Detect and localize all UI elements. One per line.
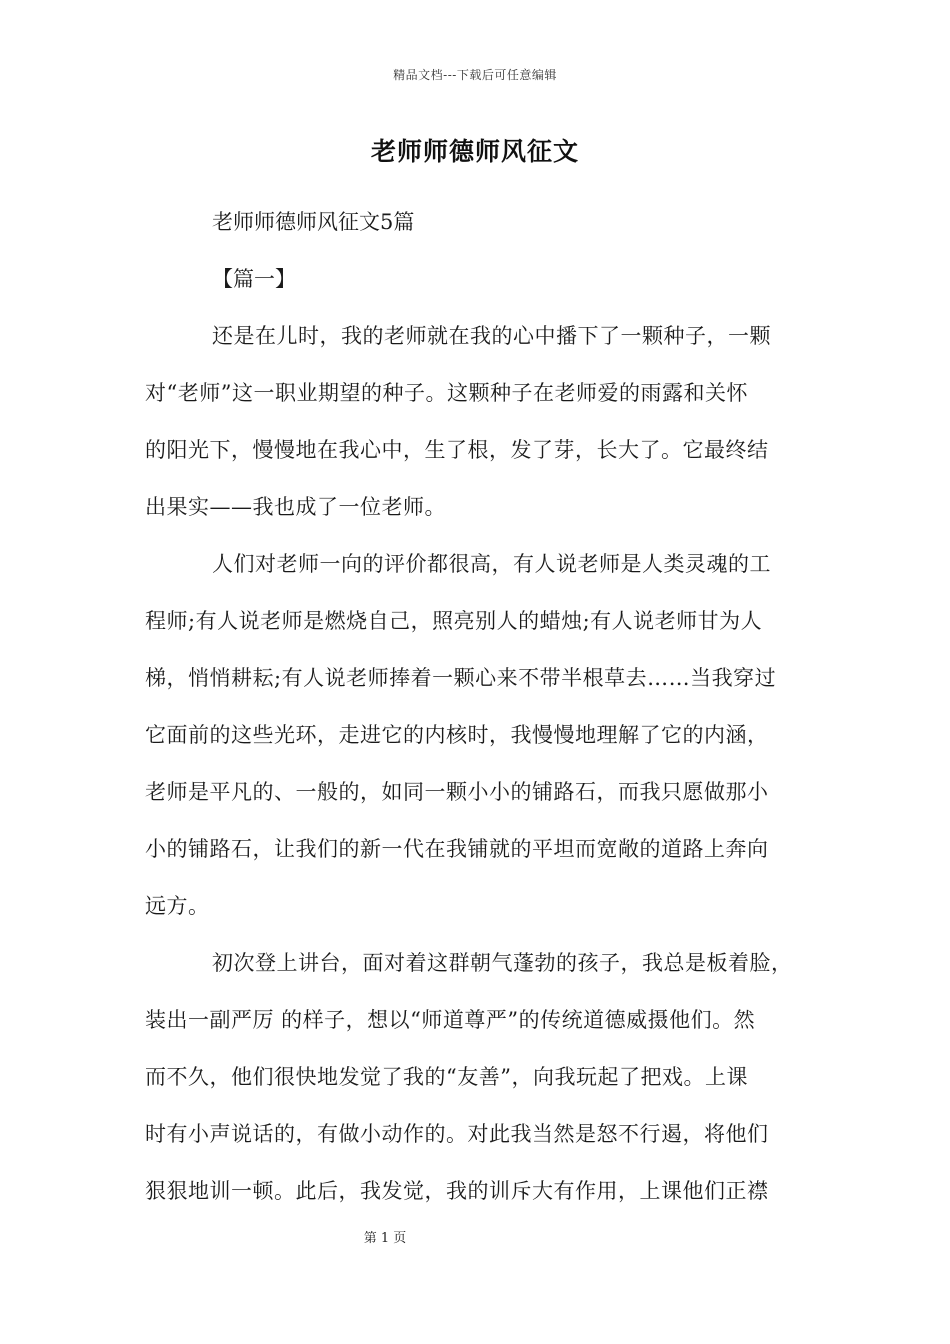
paragraph-line: 人们对老师一向的评价都很高，有人说老师是人类灵魂的工 <box>212 552 771 576</box>
paragraph-line: 老师是平凡的、一般的，如同一颗小小的铺路石，而我只愿做那小 <box>145 780 769 804</box>
paragraph-line: 它面前的这些光环，走进它的内核时，我慢慢地理解了它的内涵， <box>145 723 769 747</box>
document-subtitle: 老师师德师风征文5篇 <box>212 210 415 234</box>
paragraph-line: 对“老师”这一职业期望的种子。这颗种子在老师爱的雨露和关怀 <box>145 381 748 405</box>
page-number: 第 1 页 <box>363 1231 407 1246</box>
paragraph-line: 远方。 <box>145 894 210 918</box>
paragraph-line: 小的铺路石，让我们的新一代在我铺就的平坦而宽敞的道路上奔向 <box>145 837 769 861</box>
document-title: 老师师德师风征文 <box>370 137 579 166</box>
header-note: 精品文档---下载后可任意编辑 <box>393 68 557 82</box>
paragraph-line: 初次登上讲台，面对着这群朝气蓬勃的孩子，我总是板着脸， <box>212 951 793 975</box>
paragraph-line: 还是在儿时，我的老师就在我的心中播下了一颗种子，一颗 <box>212 324 771 348</box>
paragraph-line: 狠狠地训一顿。此后，我发觉，我的训斥大有作用，上课他们正襟 <box>145 1179 769 1203</box>
paragraph-line: 出果实——我也成了一位老师。 <box>145 495 446 519</box>
section-heading: 【篇一】 <box>212 267 296 291</box>
paragraph-line: 程师;有人说老师是燃烧自己，照亮别人的蜡烛;有人说老师甘为人 <box>145 609 763 633</box>
paragraph-line: 的阳光下，慢慢地在我心中，生了根，发了芽，长大了。它最终结 <box>145 438 769 462</box>
paragraph-line: 装出一副严厉 的样子，想以“师道尊严”的传统道德威摄他们。然 <box>145 1008 756 1032</box>
paragraph-line: 梯，悄悄耕耘;有人说老师捧着一颗心来不带半根草去……当我穿过 <box>145 666 777 690</box>
paragraph-line: 时有小声说话的，有做小动作的。对此我当然是怒不行遏，将他们 <box>145 1122 769 1146</box>
paragraph-line: 而不久，他们很快地发觉了我的“友善”，向我玩起了把戏。上课 <box>145 1065 748 1089</box>
